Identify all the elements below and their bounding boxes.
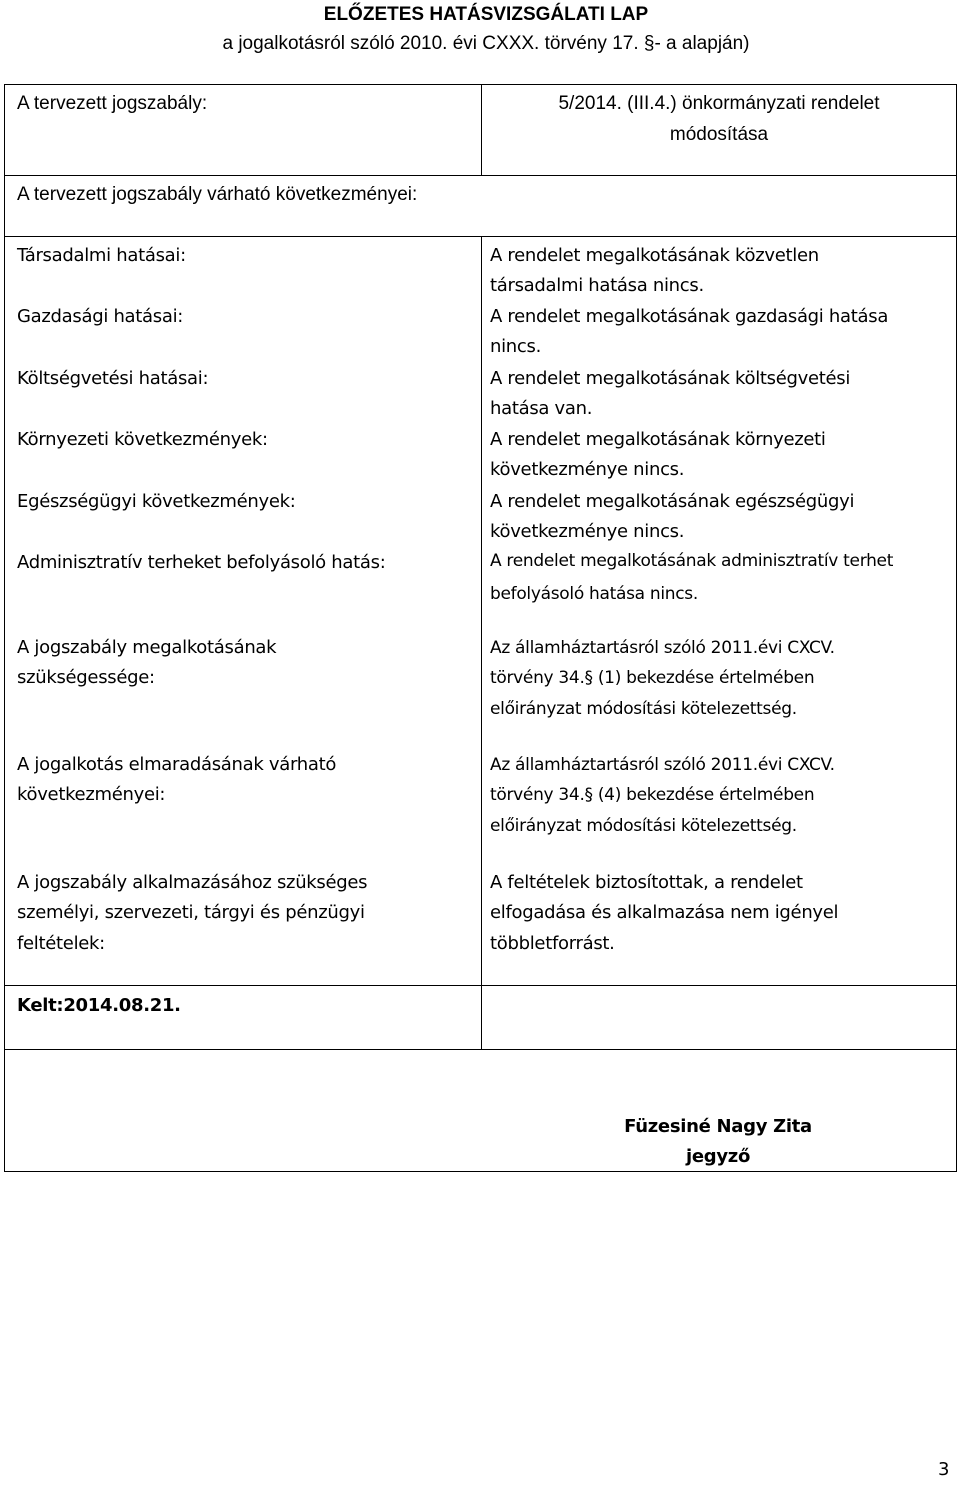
conditions-label-line2: személyi, szervezeti, tárgyi és pénzügyi bbox=[17, 902, 365, 923]
omission-value-line1: Az államháztartásról szóló 2011.évi CXCV. bbox=[490, 755, 835, 775]
impact-value-economic-line2: nincs. bbox=[490, 336, 542, 357]
issue-date: Kelt:2014.08.21. bbox=[17, 995, 181, 1016]
table-column-divider bbox=[481, 236, 482, 1050]
conditions-label-line1: A jogszabály alkalmazásához szükséges bbox=[17, 872, 368, 893]
impact-label-health: Egészségügyi következmények: bbox=[17, 491, 296, 512]
impact-value-environmental-line2: következménye nincs. bbox=[490, 459, 685, 480]
conditions-value-line1: A feltételek biztosítottak, a rendelet bbox=[490, 872, 803, 893]
document-subtitle: a jogalkotásról szóló 2010. évi CXXX. törvény 17. §- a alapján) bbox=[222, 33, 750, 54]
impact-value-health-line2: következménye nincs. bbox=[490, 521, 685, 542]
signer-title: jegyző bbox=[685, 1146, 751, 1167]
impact-value-economic-line1: A rendelet megalkotásának gazdasági hatása bbox=[490, 306, 889, 327]
table-border-right bbox=[956, 84, 957, 1172]
necessity-value-line2: törvény 34.§ (1) bekezdése értelmében bbox=[490, 668, 815, 688]
page-number: 3 bbox=[938, 1459, 950, 1480]
impact-value-social-line1: A rendelet megalkotásának közvetlen bbox=[490, 245, 819, 266]
table-border-left bbox=[4, 84, 5, 1172]
consequences-heading: A tervezett jogszabály várható következményei: bbox=[17, 184, 418, 205]
conditions-value-line3: többletforrást. bbox=[490, 933, 615, 954]
necessity-value-line3: előirányzat módosítási kötelezettség. bbox=[490, 699, 797, 719]
impact-label-social: Társadalmi hatásai: bbox=[17, 245, 186, 266]
necessity-label-line1: A jogszabály megalkotásának bbox=[17, 637, 277, 658]
omission-value-line3: előirányzat módosítási kötelezettség. bbox=[490, 816, 797, 836]
impact-value-environmental-line1: A rendelet megalkotásának környezeti bbox=[490, 429, 826, 450]
impact-value-health-line1: A rendelet megalkotásának egészségügyi bbox=[490, 491, 855, 512]
impact-label-economic: Gazdasági hatásai: bbox=[17, 306, 184, 327]
impact-value-administrative-line1: A rendelet megalkotásának adminisztratív terhet bbox=[490, 551, 894, 571]
impact-value-budget-line2: hatása van. bbox=[490, 398, 593, 419]
impact-label-administrative: Adminisztratív terheket befolyásoló hatás: bbox=[17, 552, 386, 573]
omission-value-line2: törvény 34.§ (4) bekezdése értelmében bbox=[490, 785, 815, 805]
necessity-label-line2: szükségessége: bbox=[17, 667, 155, 688]
omission-label-line2: következményei: bbox=[17, 784, 166, 805]
impact-value-social-line2: társadalmi hatása nincs. bbox=[490, 275, 704, 296]
impact-label-environmental: Környezeti következmények: bbox=[17, 429, 268, 450]
planned-value-line1: 5/2014. (III.4.) önkormányzati rendelet bbox=[558, 93, 880, 114]
document-title: ELŐZETES HATÁSVIZSGÁLATI LAP bbox=[323, 4, 649, 25]
signer-name: Füzesiné Nagy Zita bbox=[624, 1116, 812, 1137]
planned-value-line2: módosítása bbox=[669, 124, 769, 145]
impact-value-budget-line1: A rendelet megalkotásának költségvetési bbox=[490, 368, 851, 389]
conditions-value-line2: elfogadása és alkalmazása nem igényel bbox=[490, 902, 839, 923]
conditions-label-line3: feltételek: bbox=[17, 933, 105, 954]
necessity-value-line1: Az államháztartásról szóló 2011.évi CXCV. bbox=[490, 638, 835, 658]
planned-label: A tervezett jogszabály: bbox=[17, 93, 208, 114]
impact-label-budget: Költségvetési hatásai: bbox=[17, 368, 209, 389]
impact-value-administrative-line2: befolyásoló hatása nincs. bbox=[490, 584, 698, 604]
omission-label-line1: A jogalkotás elmaradásának várható bbox=[17, 754, 337, 775]
